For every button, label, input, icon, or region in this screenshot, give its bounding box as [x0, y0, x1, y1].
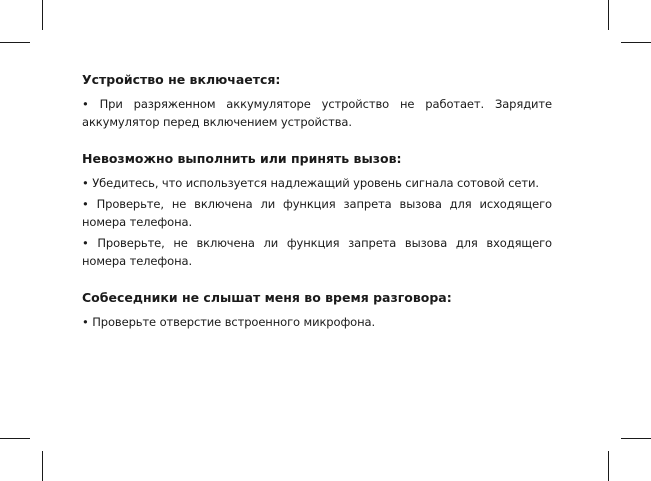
section-heading: Собеседники не слышат меня во время разговора: — [82, 290, 452, 305]
section-others-cannot-hear-me — [82, 290, 552, 331]
section-device-not-turning-on — [82, 72, 552, 131]
bullet-item: • Проверьте, не включена ли функция запрета вызова для входящего номера телефона. — [82, 236, 552, 268]
bullet-item: • Проверьте отверстие встроенного микрофона. — [82, 315, 376, 329]
troubleshooting-content — [82, 72, 552, 331]
bullet-item: • Убедитесь, что используется надлежащий уровень сигнала сотовой сети. — [82, 176, 539, 190]
crop-mark-top-left-horizontal — [0, 42, 30, 43]
section-heading: Устройство не включается: — [82, 72, 281, 87]
crop-mark-top-right-horizontal — [621, 42, 651, 43]
crop-mark-top-left-vertical — [42, 0, 43, 30]
crop-mark-bottom-right-vertical — [608, 451, 609, 481]
crop-mark-bottom-right-horizontal — [621, 438, 651, 439]
section-heading: Невозможно выполнить или принять вызов: — [82, 151, 402, 166]
bullet-item: • При разряженном аккумуляторе устройство не работает. Зарядите аккумулятор перед включением устройства. — [82, 97, 552, 129]
crop-mark-bottom-left-vertical — [42, 451, 43, 481]
bullet-item: • Проверьте, не включена ли функция запрета вызова для исходящего номера телефона. — [82, 197, 552, 229]
crop-mark-bottom-left-horizontal — [0, 438, 30, 439]
section-cannot-make-or-receive-call — [82, 151, 552, 270]
crop-mark-top-right-vertical — [608, 0, 609, 30]
